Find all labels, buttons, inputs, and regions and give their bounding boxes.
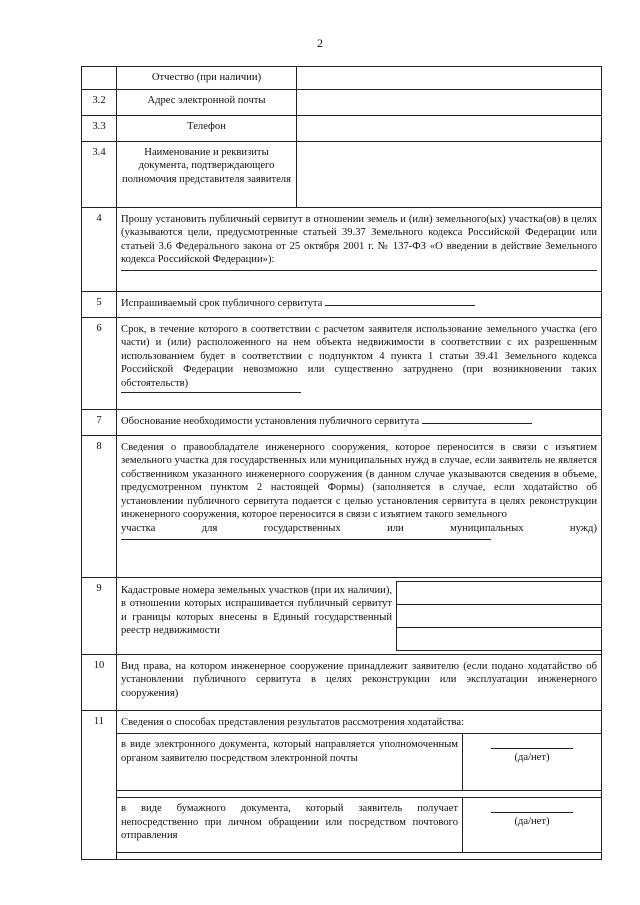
cadastral-number-field[interactable] [397, 628, 601, 650]
row-label: Отчество (при наличии) [117, 67, 297, 90]
row-content [117, 291, 602, 317]
row-number: 7 [82, 409, 117, 435]
row-7-justification [82, 409, 602, 435]
row-number: 3.3 [82, 115, 117, 141]
row-11-result-delivery [82, 710, 602, 860]
row-number: 8 [82, 435, 117, 577]
row-4-purpose [82, 207, 602, 291]
application-form-table [81, 66, 602, 860]
word: нужд) [569, 522, 597, 534]
word: участка [121, 522, 156, 534]
row-number: 9 [82, 577, 117, 654]
row-authority-document [82, 141, 602, 207]
row-number: 11 [82, 710, 117, 860]
row-text: Срок, в течение которого в соответствии с расчетом заявителя использование земельного участка (его части) и (или) расположенного на нем объекта недвижимости в соответствии с их разрешенным использованием будет в соответствии с подпунктом 4 пункта 1 статьи 39.41 Земельного кодекса Российской Федерации невозможно или существенно затруднено (при возникновении таких обстоятельств) [121, 323, 597, 389]
row-text-last-line [121, 522, 597, 536]
row-9-cadastral-numbers [82, 577, 602, 654]
impossibility-term-input-line[interactable] [121, 392, 301, 393]
answer-label: (да/нет) [514, 816, 550, 828]
row-number: 5 [82, 291, 117, 317]
row-number [82, 67, 117, 90]
patronymic-field[interactable] [297, 67, 602, 90]
option-text: в виде бумажного документа, который заявитель получает непосредственно при личном обращении или посредством почтового отправления [121, 803, 458, 842]
row-8-owner-info [82, 435, 602, 577]
owner-info-input-line[interactable] [121, 539, 491, 540]
term-input-line[interactable] [325, 304, 475, 306]
row-content [117, 409, 602, 435]
row-number: 10 [82, 654, 117, 710]
page-number: 2 [317, 36, 323, 50]
row-phone [82, 115, 602, 141]
electronic-answer-field[interactable] [462, 734, 601, 790]
row-text: Кадастровые номера земельных участков (при их наличии), в отношении которых испрашивается публичный сервитут и границы которых внесены в Единый государственный реестр недвижимости [121, 584, 392, 637]
delivery-option-paper [117, 797, 601, 853]
row-content [117, 317, 602, 409]
row-label: Телефон [117, 115, 297, 141]
email-field[interactable] [297, 89, 602, 115]
phone-field[interactable] [297, 115, 602, 141]
word: или [387, 522, 404, 534]
row-text: Обоснование необходимости установления публичного сервитута [121, 415, 420, 427]
row-text: Вид права, на котором инженерное сооружение принадлежит заявителю (если подано ходатайство об установлении публичного сервитута в целях реконструкции или эксплуатации инженерного сооружения) [121, 660, 597, 699]
row-content [117, 207, 602, 291]
authority-document-field[interactable] [297, 141, 602, 207]
row-5-term [82, 291, 602, 317]
row-text: Прошу установить публичный сервитут в отношении земель и (или) земельного(ых) участка(ов) в целях (указываются цели, предусмотренные статьей 39.37 Земельного кодекса Российской Федерации или статьей 3.6 Федерального закона от 25 октября 2001 г. № 137-ФЗ «О введении в действие Земельного кодекса Российской Федерации»): [121, 213, 597, 266]
row-text: Сведения о правообладателе инженерного сооружения, которое переносится в связи с изъятием земельного участка для государственных или муниципальных нужд в случае, если заявитель не является собственником указанного инженерного сооружения (в данном случае указываются сведения в объеме, предусмотренном пунктом 2 настоящей Формы) (заполняется в случае, если ходатайство об установлении публичного сервитута подается с целью установления сервитута в целях реконструкции инженерного сооружения, которое переносится в связи с изъятием такого земельного [121, 441, 597, 521]
paper-answer-field[interactable] [462, 798, 601, 852]
row-content [117, 577, 602, 654]
row-content [117, 654, 602, 710]
row-label: Адрес электронной почты [117, 89, 297, 115]
row-text: Испрашиваемый срок публичного сервитута [121, 297, 323, 309]
word: государственных [263, 522, 341, 534]
row-email [82, 89, 602, 115]
row-number: 3.2 [82, 89, 117, 115]
row-text: Сведения о способах представления результатов рассмотрения ходатайства: [121, 716, 465, 728]
row-6-impossibility-term [82, 317, 602, 409]
row-number: 3.4 [82, 141, 117, 207]
word: для [201, 522, 218, 534]
row-number: 4 [82, 207, 117, 291]
row-content [117, 435, 602, 577]
row-content [117, 710, 602, 860]
purpose-input-line[interactable] [121, 270, 597, 271]
cadastral-number-field[interactable] [397, 582, 601, 605]
cadastral-number-grid [396, 581, 601, 651]
row-label: Наименование и реквизиты документа, подтверждающего полномочия представителя заявителя [117, 141, 297, 207]
row-patronymic [82, 67, 602, 90]
answer-label: (да/нет) [514, 752, 550, 764]
cadastral-number-field[interactable] [397, 605, 601, 628]
row-number: 6 [82, 317, 117, 409]
option-text: в виде электронного документа, который направляется уполномоченным органом заявителю посредством электронной почты [121, 739, 458, 764]
justification-input-line[interactable] [422, 422, 532, 424]
word: муниципальных [450, 522, 524, 534]
row-10-right-type [82, 654, 602, 710]
delivery-option-electronic [117, 733, 601, 791]
